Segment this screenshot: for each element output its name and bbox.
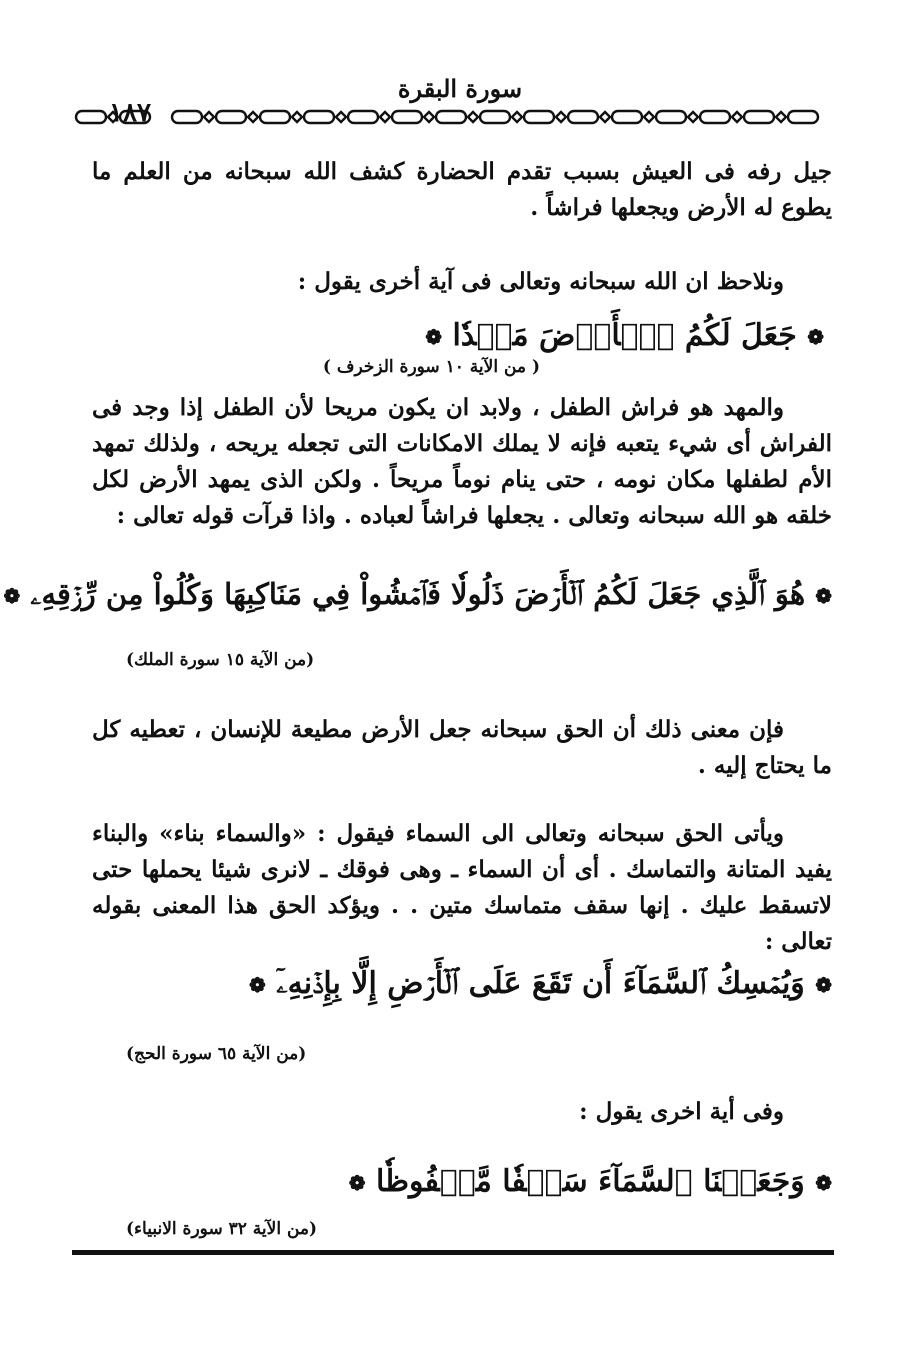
verse-close-ornament: ❁ (3, 584, 21, 608)
verse-text: جَعَلَ لَكُمُ ٱلۡأَرۡضَ مَهۡدٗا (452, 318, 797, 353)
verse-close-ornament: ❁ (425, 325, 442, 349)
verse-open-ornament: ❁ (807, 325, 824, 349)
quran-verse-3 (249, 966, 832, 1001)
verse-reference-3: (من الآية ٦٥ سورة الحج) (126, 1044, 307, 1064)
quran-verse-1 (425, 318, 824, 353)
quran-verse-4 (349, 1164, 832, 1199)
paragraph-3: والمهد هو فراش الطفل ، ولابد ان يكون مريحا لأن الطفل إذا وجد فى الفراش أى شيء يتعبه فإنه لا يملك الامكانات التى تجعله يريحه ، ولذلك تمهد الأم لطفلها مكان نومه ، حتى ينام نوماً مريحاً . ولكن الذى يمهد الأرض لكل خلقه هو الله سبحانه وتعالى . يجعلها فراشاً لعباده . واذا قرآت قوله تعالى : (92, 394, 832, 529)
verse-reference-1: ( من الآية ١٠ سورة الزخرف ) (322, 357, 540, 377)
quran-verse-2 (4, 577, 832, 612)
verse-reference-2: (من الآية ١٥ سورة الملك) (126, 650, 315, 670)
paragraph-5: ويأتى الحق سبحانه وتعالى الى السماء فيقول : «والسماء بناء» والبناء يفيد المتانة والتماسك . أى أن السماء ـ وهى فوقك ـ لانرى شيئا يحملها حتى لاتسقط عليك . إنها سقف متماسك متين . . ويؤكد الحق هذا المعنى بقوله تعالى : (92, 820, 832, 955)
verse-close-ornament: ❁ (249, 973, 266, 997)
verse-text: وَجَعَلۡنَا ٱلسَّمَآءَ سَقۡفٗا مَّحۡفُوظٗا (376, 1164, 805, 1199)
decorative-chain-border (74, 107, 838, 127)
verse-open-ornament: ❁ (815, 1171, 832, 1195)
verse-open-ornament: ❁ (815, 973, 832, 997)
paragraph-2: ونلاحظ ان الله سبحانه وتعالى فى آية أخرى يقول : (297, 268, 784, 295)
verse-open-ornament: ❁ (815, 584, 832, 608)
page-number: ١٨٧ (109, 98, 151, 128)
paragraph-6: وفى أية اخرى يقول : (579, 1098, 784, 1125)
verse-close-ornament: ❁ (348, 1171, 366, 1195)
paragraph-1: جيل رفه فى العيش بسبب تقدم الحضارة كشف الله سبحانه من العلم ما يطوع له الأرض ويجعلها فراشاً . (92, 158, 832, 221)
bottom-rule (72, 1250, 834, 1255)
verse-text: هُوَ ٱلَّذِي جَعَلَ لَكُمُ ٱلۡأَرۡضَ ذَلُولٗا فَٱمۡشُواْ فِي مَنَاكِبِهَا وَكُلُواْ مِن رِّزۡقِهِۦ (30, 577, 806, 611)
verse-text: وَيُمۡسِكُ ٱلسَّمَآءَ أَن تَقَعَ عَلَى ٱلۡأَرۡضِ إِلَّا بِإِذۡنِهِۦٓ (276, 966, 805, 1001)
verse-reference-4: (من الآية ٣٢ سورة الانبياء) (126, 1219, 318, 1239)
surah-title: سورة البقرة (397, 74, 523, 103)
paragraph-4: فإن معنى ذلك أن الحق سبحانه جعل الأرض مطيعة للإنسان ، تعطيه كل ما يحتاج إليه . (92, 716, 832, 779)
